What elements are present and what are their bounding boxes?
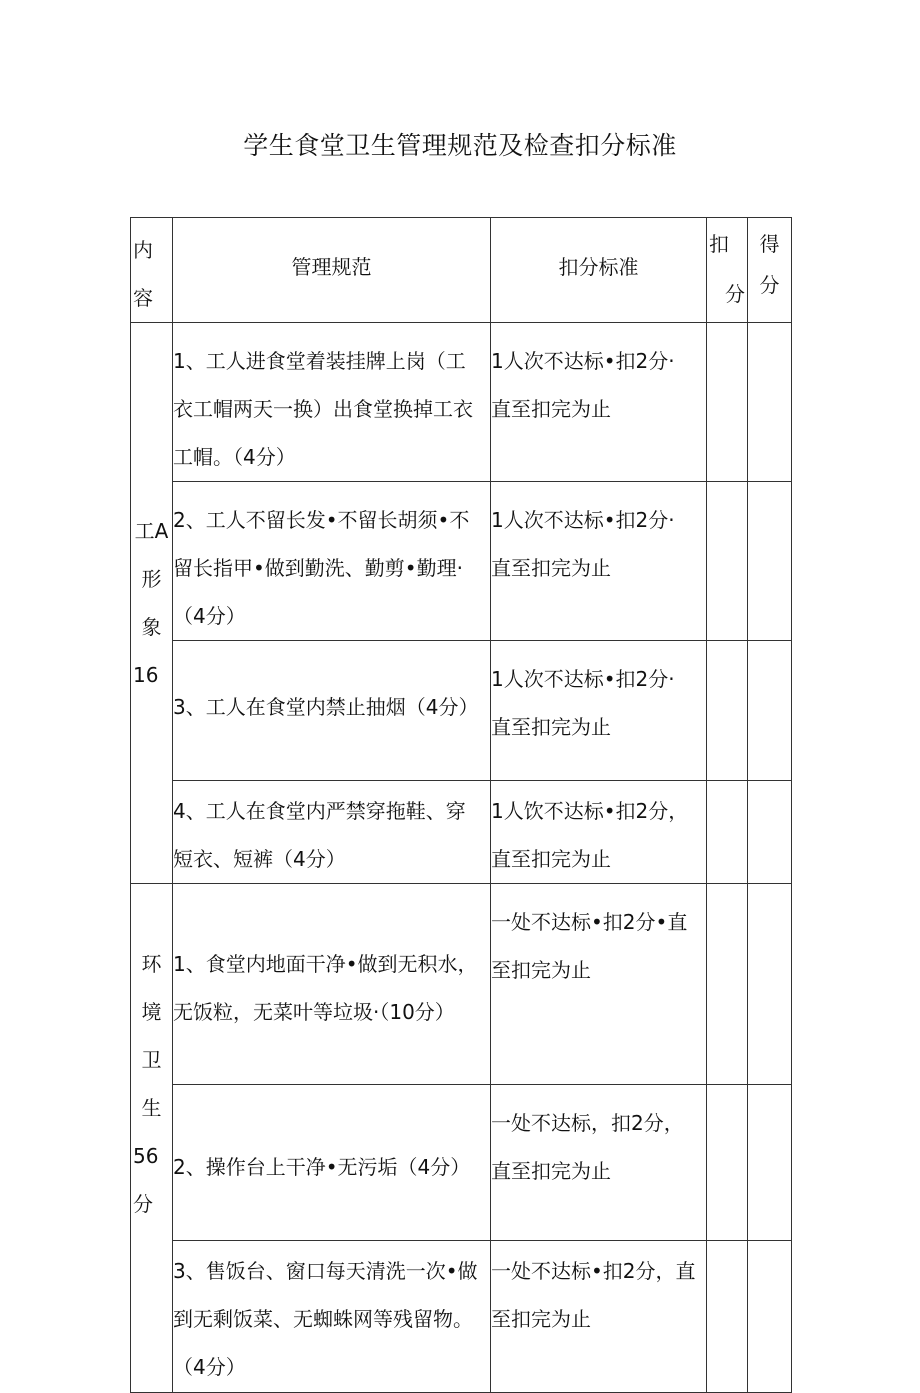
header-content xyxy=(131,218,173,323)
category-line: 分 xyxy=(133,1192,153,1216)
rule-text: 4、工人在食堂内严禁穿拖鞋、穿 短衣、短裤（4分） xyxy=(173,799,466,871)
criteria-cell xyxy=(491,884,707,1085)
category-worker-image xyxy=(131,507,172,699)
deduct-cell[interactable] xyxy=(707,781,748,884)
criteria-cell xyxy=(491,781,707,884)
criteria-cell xyxy=(491,641,707,781)
criteria-text: 1人饮不达标•扣2分， 直至扣完为止 xyxy=(491,799,689,871)
criteria-text: 1人次不达标•扣2分· 直至扣完为止 xyxy=(491,508,675,580)
score-cell[interactable] xyxy=(748,1241,792,1393)
header-score-line: 分 xyxy=(759,273,780,297)
criteria-cell xyxy=(491,1085,707,1241)
criteria-cell xyxy=(491,1241,707,1393)
score-cell[interactable] xyxy=(748,1085,792,1241)
criteria-text: 一处不达标•扣2分，直 至扣完为止 xyxy=(491,1259,696,1331)
category-line: 生 xyxy=(141,1096,162,1120)
criteria-text: 1人次不达标•扣2分· 直至扣完为止 xyxy=(491,667,675,739)
deduct-cell[interactable] xyxy=(707,884,748,1085)
deduct-cell[interactable] xyxy=(707,323,748,482)
table-row xyxy=(131,1085,792,1241)
header-content-line: 内 xyxy=(133,238,153,262)
rule-text: 3、工人在食堂内禁止抽烟（4分） xyxy=(173,695,479,719)
header-criteria xyxy=(491,218,707,323)
category-line: 境 xyxy=(141,1000,162,1024)
header-score-line: 得 xyxy=(759,232,780,256)
rule-cell xyxy=(173,1085,491,1241)
table-row xyxy=(131,323,792,482)
score-cell[interactable] xyxy=(748,641,792,781)
category-line: 16 xyxy=(133,663,159,687)
deduct-cell[interactable] xyxy=(707,1085,748,1241)
header-content-line: 容 xyxy=(133,286,153,310)
deduct-cell[interactable] xyxy=(707,482,748,641)
rule-cell xyxy=(173,884,491,1085)
category-cell xyxy=(131,323,173,884)
table-row xyxy=(131,1241,792,1393)
deduct-cell[interactable] xyxy=(707,641,748,781)
category-cell xyxy=(131,884,173,1393)
header-deduct-line: 扣 xyxy=(709,232,729,256)
rule-cell xyxy=(173,1241,491,1393)
category-line: 工A xyxy=(134,519,169,543)
rule-text: 2、工人不留长发•不留长胡须•不 留长指甲•做到勤洗、勤剪•勤理· （4分） xyxy=(173,508,470,628)
table-row xyxy=(131,641,792,781)
category-line: 卫 xyxy=(141,1048,162,1072)
rule-text: 1、工人进食堂着装挂牌上岗（工 衣工帽两天一换）出食堂换掉工衣 工帽。（4分） xyxy=(173,349,473,469)
criteria-cell xyxy=(491,323,707,482)
criteria-text: 1人次不达标•扣2分· 直至扣完为止 xyxy=(491,349,675,421)
table-header-row xyxy=(131,218,792,323)
rule-cell xyxy=(173,482,491,641)
rule-text: 2、操作台上干净•无污垢（4分） xyxy=(173,1155,471,1179)
table-row xyxy=(131,781,792,884)
score-cell[interactable] xyxy=(748,884,792,1085)
rule-cell xyxy=(173,781,491,884)
score-cell[interactable] xyxy=(748,781,792,884)
rule-cell xyxy=(173,323,491,482)
header-score xyxy=(748,218,792,323)
criteria-cell xyxy=(491,482,707,641)
category-line: 56 xyxy=(133,1144,159,1168)
rule-cell xyxy=(173,641,491,781)
rule-text: 3、售饭台、窗口每天清洗一次•做 到无剩饭菜、无蜘蛛网等残留物。 （4分） xyxy=(173,1259,478,1379)
category-line: 环 xyxy=(141,952,162,976)
table-row xyxy=(131,884,792,1085)
category-line: 象 xyxy=(141,615,162,639)
header-deduct-line: 分 xyxy=(725,282,745,306)
deduct-cell[interactable] xyxy=(707,1241,748,1393)
table-row xyxy=(131,482,792,641)
category-line: 形 xyxy=(141,567,162,591)
score-cell[interactable] xyxy=(748,482,792,641)
criteria-text: 一处不达标，扣2分， 直至扣完为止 xyxy=(491,1111,684,1183)
category-environment-hygiene xyxy=(131,940,172,1228)
header-rules xyxy=(173,218,491,323)
page-title: 学生食堂卫生管理规范及检查扣分标准 xyxy=(243,131,677,160)
standards-table xyxy=(130,217,792,1393)
criteria-text: 一处不达标•扣2分•直 至扣完为止 xyxy=(491,910,688,982)
header-deduct xyxy=(707,218,748,323)
header-criteria-label: 扣分标准 xyxy=(558,255,639,279)
score-cell[interactable] xyxy=(748,323,792,482)
rule-text: 1、食堂内地面干净•做到无积水， 无饭粒，无菜叶等垃圾·（10分） xyxy=(173,952,478,1024)
header-rules-label: 管理规范 xyxy=(291,255,372,279)
